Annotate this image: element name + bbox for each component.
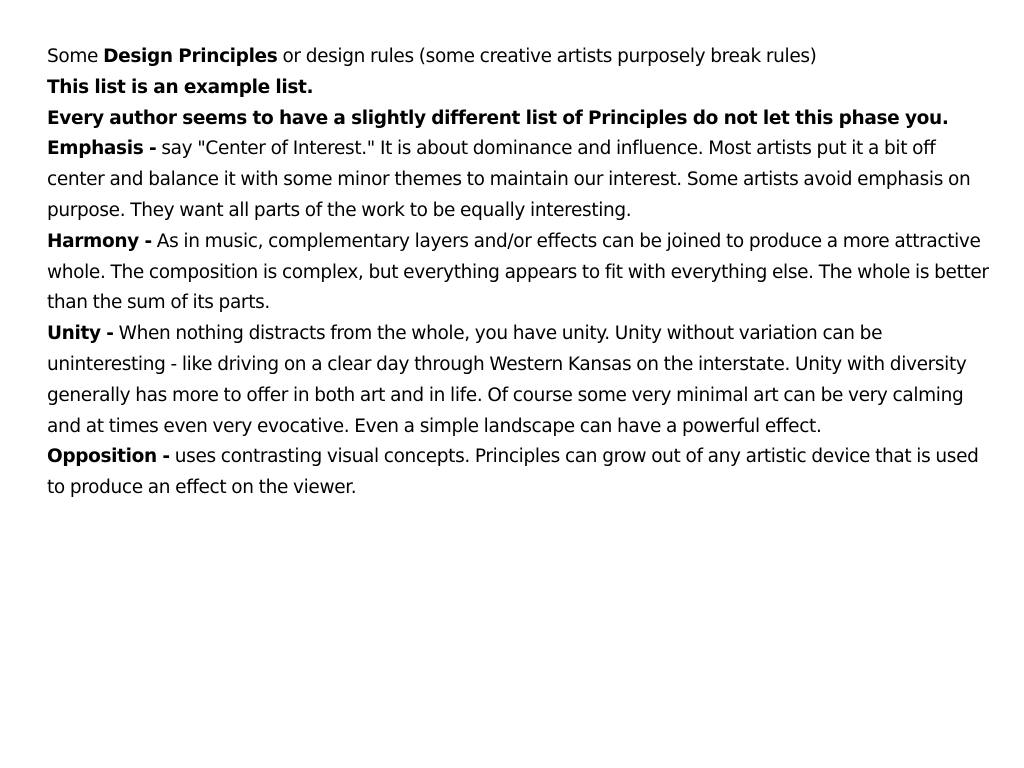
example-list-note-text: This list is an example list. xyxy=(47,76,314,98)
example-list-note xyxy=(47,73,997,104)
principle-emphasis xyxy=(47,134,997,226)
author-note-text: Every author seems to have a slightly different list of Principles do not let this phase you. xyxy=(47,107,949,129)
author-note xyxy=(47,104,997,135)
intro-line xyxy=(47,42,997,73)
intro-suffix: or design rules (some creative artists purposely break rules) xyxy=(277,46,817,67)
principle-term: Unity - xyxy=(47,323,114,345)
principle-term: Opposition - xyxy=(47,446,170,468)
intro-bold-term: Design Principles xyxy=(103,46,278,67)
principle-unity xyxy=(47,319,997,442)
principle-harmony xyxy=(47,227,997,319)
principle-description: When nothing distracts from the whole, you have unity. Unity without variation can be uninteresting - like driving on a clear day through Western Kansas on the interstate. Unity with diversity generally has more to offer in both art and in life. Of course some very minimal art can be very calming and at times even very evocative. Even a simple landscape can have a powerful effect. xyxy=(47,323,967,437)
principle-description: As in music, complementary layers and/or effects can be joined to produce a more attractive whole. The composition is complex, but everything appears to fit with everything else. The whole is better than the sum of its parts. xyxy=(47,230,989,314)
principle-description: say "Center of Interest." It is about dominance and influence. Most artists put it a bit off center and balance it with some minor themes to maintain our interest. Some artists avoid emphasis on purpose. They want all parts of the work to be equally interesting. xyxy=(47,138,971,221)
principle-term: Harmony - xyxy=(47,230,152,252)
principle-opposition xyxy=(47,442,997,504)
slide-body xyxy=(47,42,997,504)
principle-description: uses contrasting visual concepts. Principles can grow out of any artistic device that is used to produce an effect on the viewer. xyxy=(47,446,979,499)
principle-term: Emphasis - xyxy=(47,138,157,160)
intro-prefix: Some xyxy=(47,46,104,67)
